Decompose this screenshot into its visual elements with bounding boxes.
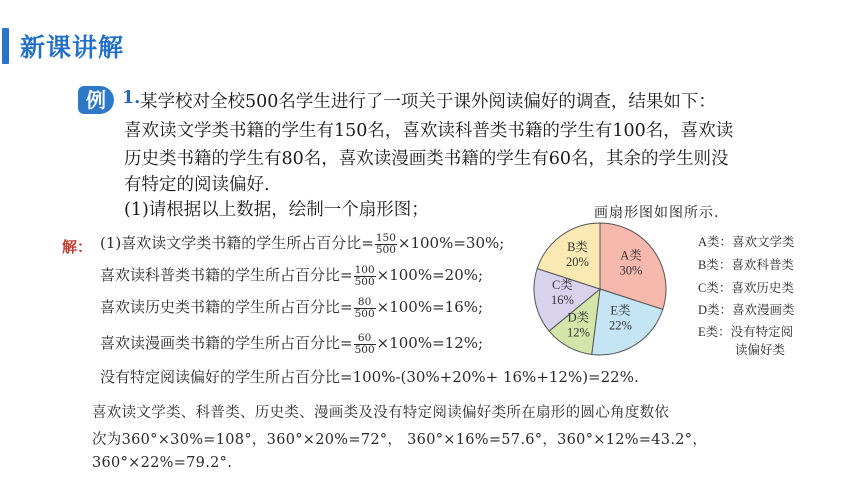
pie-slice-label: D类 bbox=[567, 310, 590, 325]
fraction-numerator: 100 bbox=[354, 263, 375, 276]
question-line-2: 喜欢读文学类书籍的学生有150名，喜欢读科普类书籍的学生有100名，喜欢读 bbox=[124, 121, 734, 141]
legend-item-a: A类：喜欢文学类 bbox=[698, 235, 795, 249]
fraction-numerator: 150 bbox=[375, 231, 396, 244]
page-title: 新课讲解 bbox=[20, 33, 125, 62]
fraction-numerator: 60 bbox=[354, 333, 376, 345]
question-line-4: 有特定的阅读偏好. bbox=[124, 175, 270, 195]
solution-line-no-preference: 没有特定阅读偏好的学生所占百分比=100%-(30%+20%+ 16%+12%)=22%. bbox=[100, 368, 639, 386]
legend-item-e-continued: 读偏好类 bbox=[735, 343, 786, 357]
solution-line-science bbox=[100, 264, 483, 288]
fraction bbox=[375, 233, 397, 256]
pie-slice-value: 20% bbox=[566, 255, 589, 269]
pie-chart bbox=[530, 216, 670, 362]
legend-item-d: D类：喜欢漫画类 bbox=[698, 303, 795, 317]
conclusion-line-2: 次为360°×30%=108°，360°×20%=72°， 360°×16%=57.6°，360°×12%=43.2°， bbox=[92, 432, 708, 448]
fraction bbox=[354, 297, 376, 320]
pie-slice-label: B类 bbox=[567, 240, 588, 254]
question-part-1: (1)请根据以上数据，绘制一个扇形图； bbox=[124, 200, 429, 220]
solution-text: 喜欢读漫画类书籍的学生所占百分比= bbox=[100, 334, 353, 352]
solution-line-history bbox=[100, 296, 483, 320]
question-line-1: 某学校对全校500名学生进行了一项关于课外阅读偏好的调查，结果如下： bbox=[140, 92, 716, 112]
solution-text: 喜欢读科普类书籍的学生所占百分比= bbox=[100, 266, 353, 284]
fraction-denominator: 500 bbox=[354, 275, 375, 288]
example-badge: 例 bbox=[78, 86, 114, 114]
fraction-denominator: 500 bbox=[354, 307, 375, 320]
solution-label: 解： bbox=[62, 238, 93, 256]
fraction bbox=[354, 333, 376, 356]
conclusion-line-1: 喜欢读文学类、科普类、历史类、漫画类及没有特定阅读偏好类所在扇形的圆心角度数依 bbox=[92, 405, 670, 421]
pie-slice-label: E类 bbox=[610, 303, 631, 318]
legend-item-e: E类：没有特定阅 bbox=[698, 325, 794, 339]
fraction-denominator: 500 bbox=[354, 343, 375, 356]
solution-result: ×100%=16%; bbox=[376, 298, 484, 316]
solution-result: ×100%=30%; bbox=[397, 234, 505, 252]
example-number: 1. bbox=[122, 88, 141, 108]
legend-item-b: B类：喜欢科普类 bbox=[698, 258, 794, 272]
top-bar bbox=[0, 0, 860, 6]
solution-line-comics bbox=[100, 332, 483, 356]
solution-result: ×100%=20%; bbox=[376, 266, 484, 284]
pie-caption: 画扇形图如图所示. bbox=[594, 205, 720, 221]
solution-text: 喜欢读历史类书籍的学生所占百分比= bbox=[100, 298, 353, 316]
pie-slice-value: 22% bbox=[609, 318, 632, 333]
pie-slice-value: 16% bbox=[550, 293, 574, 308]
fraction-numerator: 80 bbox=[354, 297, 376, 309]
pie-slice-label: C类 bbox=[551, 278, 573, 293]
legend-item-c: C类：喜欢历史类 bbox=[698, 281, 794, 295]
conclusion-line-3: 360°×22%=79.2°. bbox=[92, 455, 233, 471]
solution-line-literature bbox=[100, 232, 504, 256]
fraction bbox=[354, 265, 376, 288]
pie-slice-value: 12% bbox=[566, 325, 590, 340]
fraction-denominator: 500 bbox=[375, 243, 396, 256]
solution-text: (1)喜欢读文学类书籍的学生所占百分比= bbox=[100, 234, 374, 252]
title-accent-bar bbox=[2, 28, 9, 64]
pie-slice-label: A类 bbox=[620, 248, 642, 263]
solution-result: ×100%=12%; bbox=[376, 334, 484, 352]
pie-slice-value: 30% bbox=[619, 263, 643, 278]
question-line-3: 历史类书籍的学生有80名，喜欢读漫画类书籍的学生有60名，其余的学生则没 bbox=[124, 149, 729, 169]
